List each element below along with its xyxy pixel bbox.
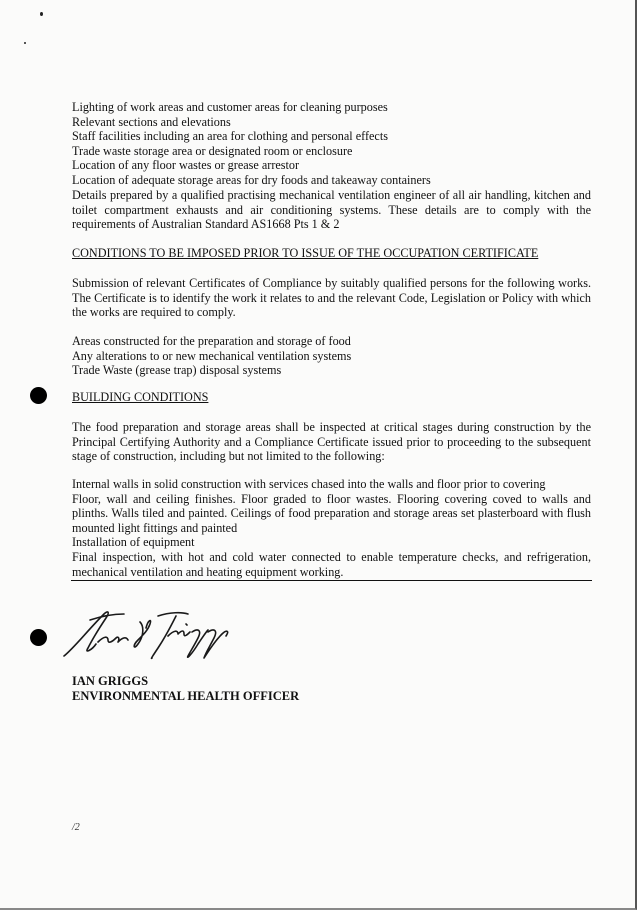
list-item: Floor, wall and ceiling finishes. Floor graded to floor wastes. Flooring covering coved to walls and plinths. Walls tiled and painted. Ceilings of food preparation and storage areas set plasterboard with flush mounted light fittings and painted bbox=[72, 491, 591, 535]
list-item: Relevant sections and elevations bbox=[72, 114, 231, 129]
scan-speck bbox=[40, 12, 43, 16]
list-item: Any alterations to or new mechanical ventilation systems bbox=[72, 348, 352, 363]
list-item: Trade waste storage area or designated room or enclosure bbox=[72, 143, 353, 158]
page-number: /2 bbox=[72, 822, 80, 833]
signatory-name: IAN GRIGGS bbox=[72, 674, 149, 688]
list-item: Internal walls in solid construction with services chased into the walls and floor prior to covering bbox=[72, 477, 546, 491]
list-item: Areas constructed for the preparation and storage of food bbox=[72, 334, 351, 348]
occupation-certificate-heading: CONDITIONS TO BE IMPOSED PRIOR TO ISSUE OF THE OCCUPATION CERTIFICATE bbox=[72, 246, 539, 260]
building-conditions-heading: BUILDING CONDITIONS bbox=[72, 390, 209, 404]
list-item: Staff facilities including an area for clothing and personal effects bbox=[72, 129, 388, 144]
signatory-title: ENVIRONMENTAL HEALTH OFFICER bbox=[72, 689, 300, 703]
list-item: Location of any floor wastes or grease arrestor bbox=[72, 158, 300, 173]
ventilation-details-paragraph: Details prepared by a qualified practising mechanical ventilation engineer of all air handling, kitchen and toilet compartment exhausts and air conditioning systems. These details are to comply with the requirements of Australian Standard AS1668 Pts 1 & 2 bbox=[72, 188, 591, 232]
list-item: Installation of equipment bbox=[72, 535, 195, 550]
compliance-list bbox=[72, 334, 591, 378]
inspection-paragraph: The food preparation and storage areas shall be inspected at critical stages during construction by the Principal Certifying Authority and a Compliance Certificate issued prior to proceeding to the subsequent stage of construction, including but not limited to the following: bbox=[72, 420, 591, 464]
list-item: Location of adequate storage areas for dry foods and takeaway containers bbox=[72, 172, 431, 187]
compliance-paragraph: Submission of relevant Certificates of Compliance by suitably qualified persons for the following works. The Certificate is to identify the work it relates to and the relevant Code, Legislation or Policy with which the works are required to comply. bbox=[72, 276, 591, 320]
list-item: Lighting of work areas and customer areas for cleaning purposes bbox=[72, 100, 388, 114]
section-divider bbox=[71, 580, 592, 581]
signature bbox=[58, 600, 238, 662]
requirements-list bbox=[72, 100, 591, 188]
scan-speck bbox=[24, 42, 26, 44]
hole-punch-mark bbox=[30, 629, 47, 646]
list-item: Trade Waste (grease trap) disposal systems bbox=[72, 363, 282, 378]
inspection-list bbox=[72, 477, 591, 579]
hole-punch-mark bbox=[30, 387, 47, 404]
list-item: Final inspection, with hot and cold water connected to enable temperature checks, and refrigeration, mechanical ventilation and heating equipment working. bbox=[72, 549, 591, 579]
